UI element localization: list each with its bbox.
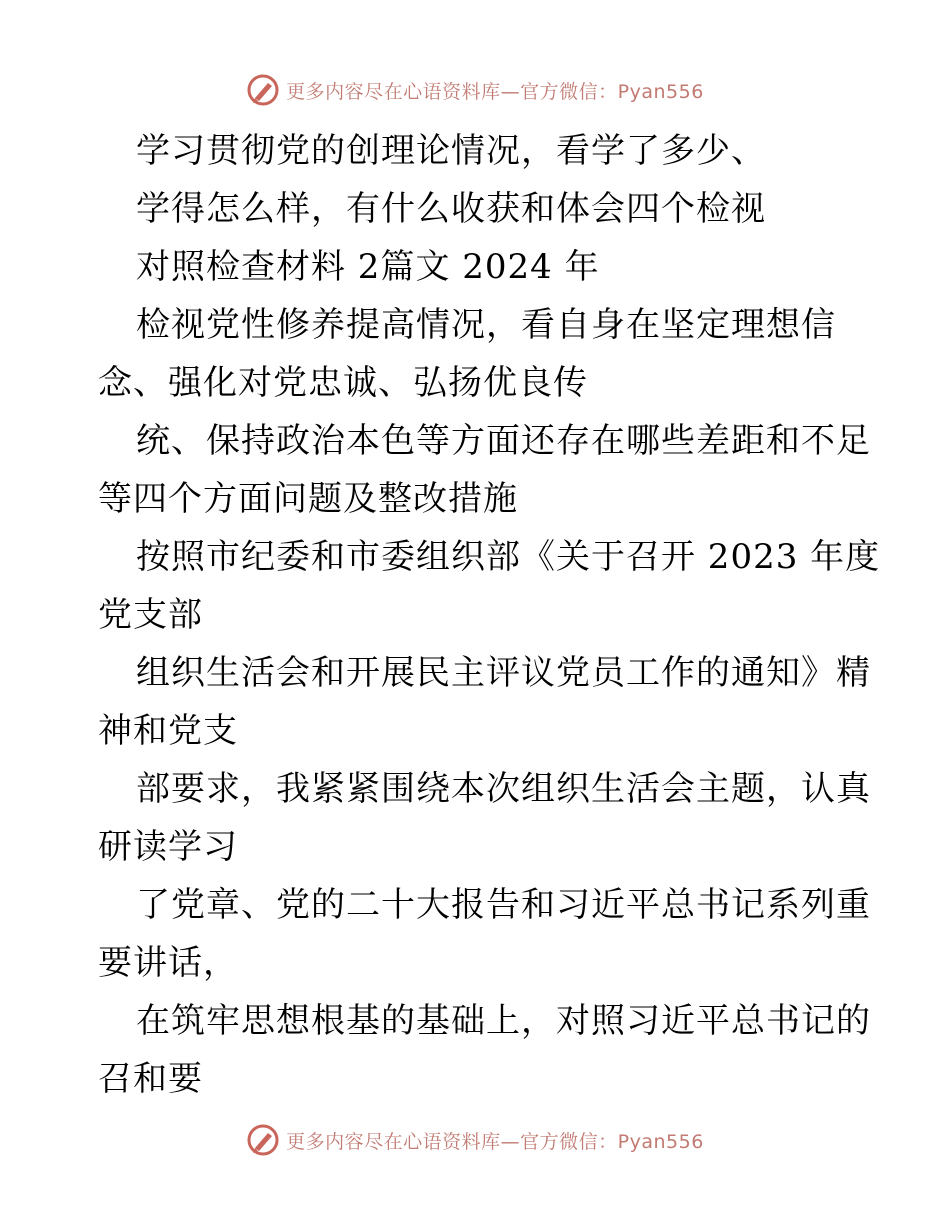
pen-logo-icon [246,73,280,107]
text-line: 组织生活会和开展民主评议党员工作的通知》精 [136,653,871,693]
text-line: 念、强化对党忠诚、弘扬优良传 [98,363,588,403]
text-line: 部要求，我紧紧围绕本次组织生活会主题，认真 [136,769,871,809]
pen-logo-icon [246,1123,280,1157]
text-line: 对照检查材料 2篇文 2024 年 [136,247,600,287]
text-line: 研读学习 [98,827,238,867]
text-line: 统、保持政治本色等方面还存在哪些差距和不足 [136,421,871,461]
text-line: 学得怎么样，有什么收获和体会四个检视 [136,189,766,229]
watermark-text: 更多内容尽在心语资料库—官方微信：Pyan556 [286,1130,704,1153]
text-line: 了党章、党的二十大报告和习近平总书记系列重 [136,885,871,925]
header-watermark [0,70,950,110]
text-line: 要讲话， [98,943,238,983]
text-line: 党支部 [98,595,203,635]
text-line: 学习贯彻党的创理论情况，看学了多少、 [136,131,766,171]
footer-watermark [0,1120,950,1160]
document-body [98,122,881,1108]
text-line: 等四个方面问题及整改措施 [98,479,518,519]
watermark-text: 更多内容尽在心语资料库—官方微信：Pyan556 [286,80,704,103]
text-line: 按照市纪委和市委组织部《关于召开 2023 年度 [136,537,881,577]
text-line: 神和党支 [98,711,238,751]
text-line: 召和要 [98,1059,203,1099]
text-line: 在筑牢思想根基的基础上，对照习近平总书记的 [136,1001,871,1041]
text-line: 检视党性修养提高情况，看自身在坚定理想信 [136,305,836,345]
